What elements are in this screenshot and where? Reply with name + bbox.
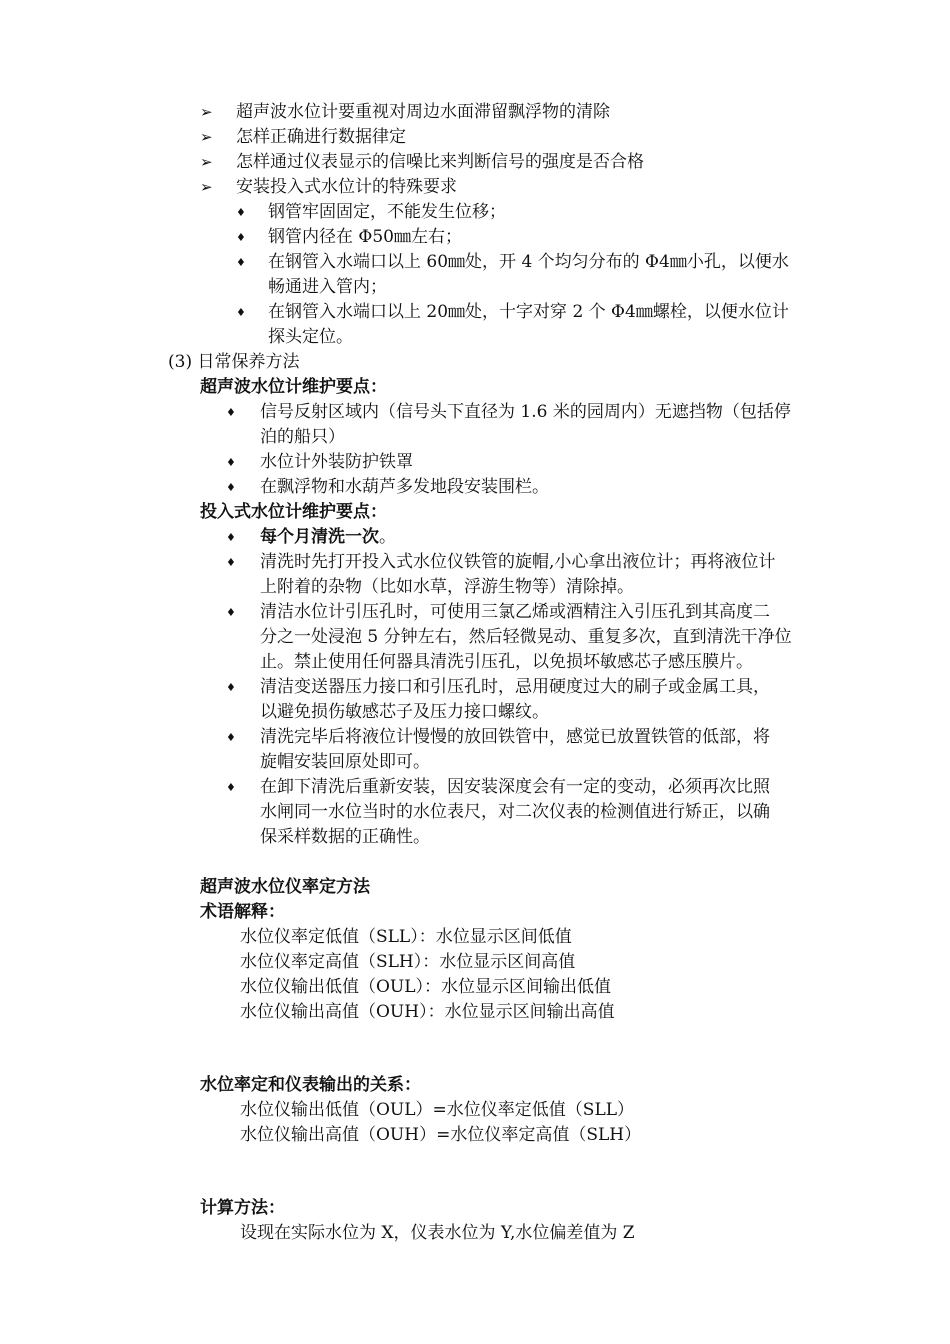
relation-formula: 水位仪输出高值（OUH）=水位仪率定高值（SLH） [240,1125,642,1145]
arrow-list-item: 超声波水位计要重视对周边水面滞留飘浮物的清除 [236,102,610,122]
diamond-bullet-icon: ♦ [236,306,246,319]
list-item-continuation: 分之一处浸泡 5 分钟左右，然后轻微晃动、重复多次，直到清洗干净位 [260,627,792,647]
term-definition: 水位仪率定高值（SLH）：水位显示区间高值 [240,952,576,972]
list-item: 信号反射区域内（信号头下直径为 1.6 米的园周内）无遮挡物（包括停 [260,402,791,422]
list-item: 在钢管入水端口以上 60㎜处，开 4 个均匀分布的 Φ4㎜小孔，以便水 [268,252,789,272]
list-item: 清洁水位计引压孔时，可使用三氯乙烯或酒精注入引压孔到其高度二 [260,602,770,622]
subsection-title: 术语解释： [200,902,285,922]
diamond-bullet-icon: ♦ [226,781,236,794]
subsection-title: 计算方法： [200,1198,285,1218]
list-item-continuation: 以避免损伤敏感芯子及压力接口螺纹。 [260,702,549,722]
arrow-list-item: 怎样通过仪表显示的信噪比来判断信号的强度是否合格 [236,152,644,172]
emphasis-tail: 。 [379,527,396,547]
section-title: 超声波水位仪率定方法 [200,877,370,897]
arrow-list-item: 安装投入式水位计的特殊要求 [236,177,457,197]
list-item-continuation: 保采样数据的正确性。 [260,827,430,847]
list-item-continuation: 水闸同一水位当时的水位表尺，对二次仪表的检测值进行矫正，以确 [260,802,770,822]
list-item: 水位计外装防护铁罩 [260,452,413,472]
emphasis-text: 每个月清洗一次 [260,527,379,547]
list-item-continuation: 上附着的杂物（比如水草，浮游生物等）清除掉。 [260,577,634,597]
arrow-bullet-icon: ➢ [200,128,213,146]
diamond-bullet-icon: ♦ [226,531,236,544]
diamond-bullet-icon: ♦ [226,606,236,619]
list-item: 清洗完毕后将液位计慢慢的放回铁管中，感觉已放置铁管的低部，将 [260,727,770,747]
list-item-continuation: 探头定位。 [268,327,353,347]
arrow-bullet-icon: ➢ [200,178,213,196]
term-definition: 水位仪输出高值（OUH）：水位显示区间输出高值 [240,1002,615,1022]
relation-formula: 水位仪输出低值（OUL）=水位仪率定低值（SLL） [240,1100,635,1120]
list-item: 在卸下清洗后重新安装，因安装深度会有一定的变动，必须再次比照 [260,777,770,797]
diamond-bullet-icon: ♦ [226,731,236,744]
list-item-continuation: 畅通进入管内； [268,277,387,297]
list-item: 在飘浮物和水葫芦多发地段安装围栏。 [260,477,549,497]
arrow-bullet-icon: ➢ [200,153,213,171]
list-item: 钢管内径在 Φ50㎜左右； [268,227,462,247]
diamond-bullet-icon: ♦ [236,256,246,269]
diamond-bullet-icon: ♦ [226,456,236,469]
list-item: 钢管牢固固定，不能发生位移； [268,202,506,222]
subsection-title: 水位率定和仪表输出的关系： [200,1075,421,1095]
diamond-bullet-icon: ♦ [236,231,246,244]
list-item: 清洗时先打开投入式水位仪铁管的旋帽,小心拿出液位计；再将液位计 [260,552,776,572]
term-definition: 水位仪输出低值（OUL）：水位显示区间输出低值 [240,977,612,997]
list-item: 在钢管入水端口以上 20㎜处，十字对穿 2 个 Φ4㎜螺栓，以便水位计 [268,302,789,322]
diamond-bullet-icon: ♦ [226,481,236,494]
list-item: 清洁变送器压力接口和引压孔时，忌用硬度过大的刷子或金属工具， [260,677,770,697]
list-item [260,525,396,550]
term-definition: 水位仪率定低值（SLL）：水位显示区间低值 [240,927,572,947]
diamond-bullet-icon: ♦ [226,681,236,694]
arrow-list-item: 怎样正确进行数据律定 [236,127,406,147]
subsection-title: 超声波水位计维护要点： [200,377,387,397]
list-item-continuation: 止。禁止使用任何器具清洗引压孔，以免损坏敏感芯子感压膜片。 [260,652,753,672]
arrow-bullet-icon: ➢ [200,103,213,121]
list-item-continuation: 泊的船只） [260,427,345,447]
section-heading: (3) 日常保养方法 [168,352,300,372]
diamond-bullet-icon: ♦ [226,556,236,569]
subsection-title: 投入式水位计维护要点： [200,502,387,522]
list-item-continuation: 旋帽安装回原处即可。 [260,752,430,772]
diamond-bullet-icon: ♦ [226,406,236,419]
method-text: 设现在实际水位为 X，仪表水位为 Y,水位偏差值为 Z [240,1223,635,1243]
diamond-bullet-icon: ♦ [236,206,246,219]
